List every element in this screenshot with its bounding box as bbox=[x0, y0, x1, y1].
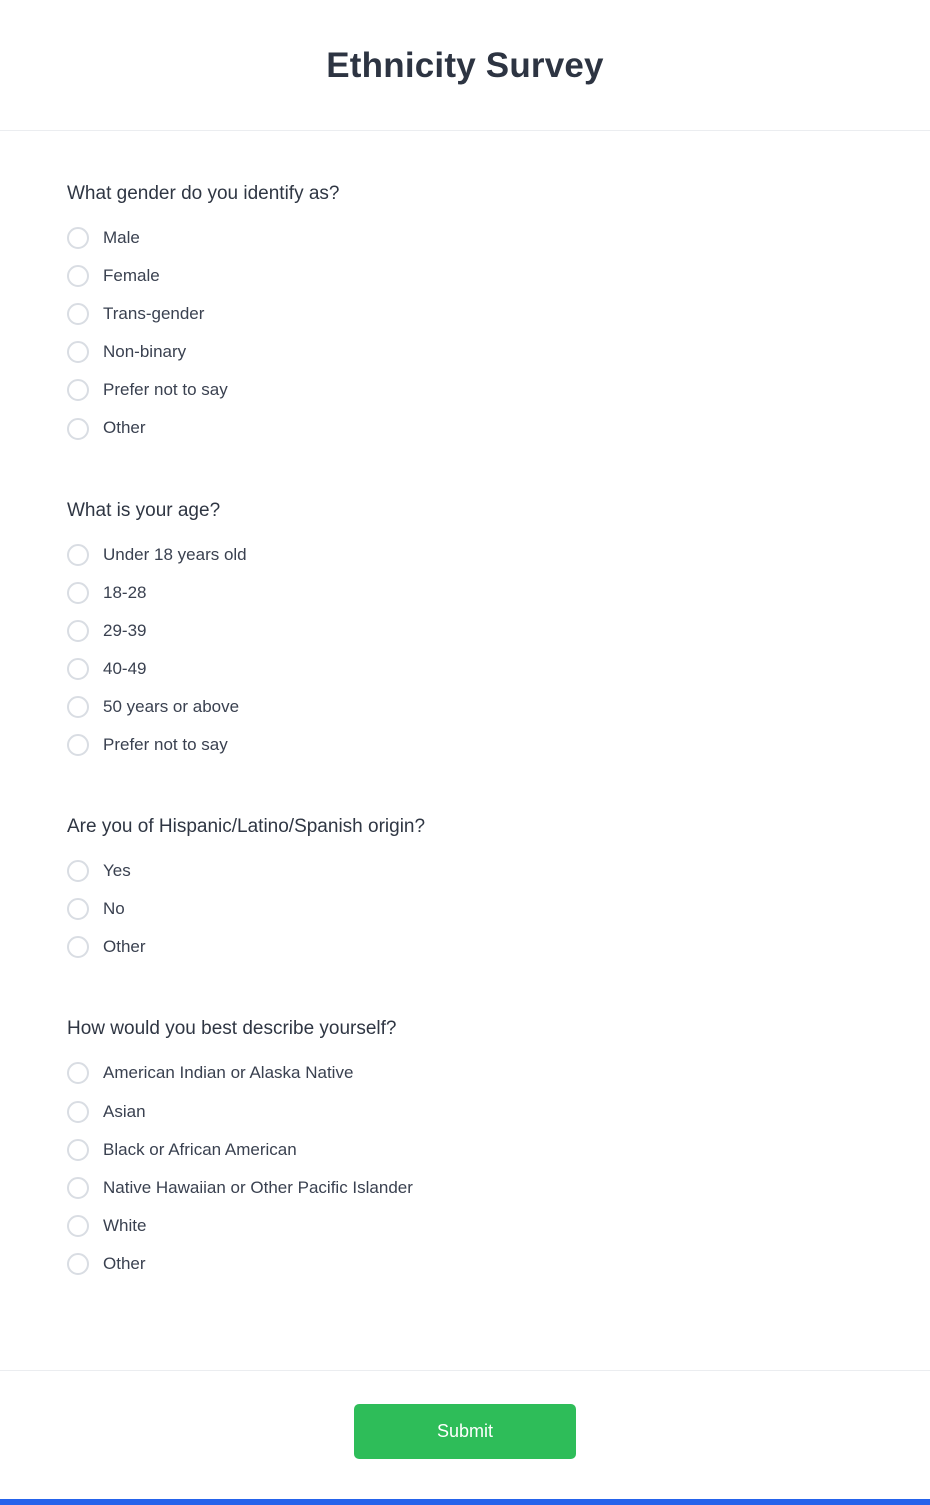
radio-button-icon[interactable] bbox=[67, 696, 89, 718]
radio-option-label[interactable]: White bbox=[103, 1215, 147, 1235]
radio-option[interactable] bbox=[67, 295, 863, 333]
question-block bbox=[67, 816, 863, 966]
radio-option[interactable] bbox=[67, 852, 863, 890]
radio-option[interactable] bbox=[67, 612, 863, 650]
radio-option-label[interactable]: Non-binary bbox=[103, 342, 187, 362]
radio-option-label[interactable]: No bbox=[103, 899, 125, 919]
form-header bbox=[0, 0, 930, 131]
radio-button-icon[interactable] bbox=[67, 1253, 89, 1275]
radio-button-icon[interactable] bbox=[67, 303, 89, 325]
question-label: Are you of Hispanic/Latino/Spanish origin? bbox=[67, 816, 426, 838]
submit-button[interactable]: Submit bbox=[354, 1404, 576, 1459]
radio-option-label[interactable]: Trans-gender bbox=[103, 304, 205, 324]
radio-button-icon[interactable] bbox=[67, 1062, 89, 1084]
radio-button-icon[interactable] bbox=[67, 265, 89, 287]
radio-option[interactable] bbox=[67, 1245, 863, 1283]
question-label: What is your age? bbox=[67, 499, 221, 521]
radio-button-icon[interactable] bbox=[67, 620, 89, 642]
radio-button-icon[interactable] bbox=[67, 1101, 89, 1123]
radio-option[interactable] bbox=[67, 409, 863, 447]
radio-option[interactable] bbox=[67, 1054, 863, 1092]
radio-button-icon[interactable] bbox=[67, 734, 89, 756]
radio-button-icon[interactable] bbox=[67, 1215, 89, 1237]
question-block bbox=[67, 183, 863, 448]
radio-option-label[interactable]: Prefer not to say bbox=[103, 380, 228, 400]
bottom-accent-bar bbox=[0, 1499, 930, 1505]
radio-option-label[interactable]: Other bbox=[103, 418, 146, 438]
question-block bbox=[67, 500, 863, 765]
radio-option[interactable] bbox=[67, 333, 863, 371]
radio-option-label[interactable]: Prefer not to say bbox=[103, 735, 228, 755]
radio-option[interactable] bbox=[67, 928, 863, 966]
radio-button-icon[interactable] bbox=[67, 936, 89, 958]
radio-option-label[interactable]: Female bbox=[103, 266, 160, 286]
radio-option-label[interactable]: 40-49 bbox=[103, 658, 147, 678]
radio-option[interactable] bbox=[67, 890, 863, 928]
radio-option-label[interactable]: Other bbox=[103, 937, 146, 957]
radio-option[interactable] bbox=[67, 650, 863, 688]
radio-button-icon[interactable] bbox=[67, 1177, 89, 1199]
radio-option[interactable] bbox=[67, 726, 863, 764]
radio-option-label[interactable]: Native Hawaiian or Other Pacific Islander bbox=[103, 1177, 413, 1197]
radio-option-label[interactable]: Asian bbox=[103, 1101, 146, 1121]
radio-option-label[interactable]: Male bbox=[103, 228, 140, 247]
radio-button-icon[interactable] bbox=[67, 860, 89, 882]
radio-option[interactable] bbox=[67, 688, 863, 726]
radio-button-icon[interactable] bbox=[67, 418, 89, 440]
radio-button-icon[interactable] bbox=[67, 658, 89, 680]
radio-option[interactable] bbox=[67, 1093, 863, 1131]
radio-option[interactable] bbox=[67, 574, 863, 612]
radio-option[interactable] bbox=[67, 1131, 863, 1169]
radio-option[interactable] bbox=[67, 1207, 863, 1245]
radio-button-icon[interactable] bbox=[67, 898, 89, 920]
radio-option-label[interactable]: Black or African American bbox=[103, 1139, 297, 1159]
radio-button-icon[interactable] bbox=[67, 582, 89, 604]
question-block bbox=[67, 1018, 863, 1283]
radio-button-icon[interactable] bbox=[67, 1139, 89, 1161]
questions-container bbox=[67, 183, 863, 1283]
radio-option-label[interactable]: Yes bbox=[103, 861, 131, 881]
submit-section bbox=[0, 1371, 930, 1505]
page-title: Ethnicity Survey bbox=[326, 46, 604, 85]
radio-option-label[interactable]: 18-28 bbox=[103, 582, 147, 602]
radio-option-label[interactable]: Under 18 years old bbox=[103, 544, 247, 564]
radio-option[interactable] bbox=[67, 219, 863, 257]
radio-button-icon[interactable] bbox=[67, 341, 89, 363]
radio-button-icon[interactable] bbox=[67, 227, 89, 249]
question-label: What gender do you identify as? bbox=[67, 183, 340, 204]
radio-option[interactable] bbox=[67, 536, 863, 574]
radio-option[interactable] bbox=[67, 1169, 863, 1207]
radio-option-label[interactable]: 50 years or above bbox=[103, 696, 240, 716]
radio-option-label[interactable]: American Indian or Alaska Native bbox=[103, 1063, 354, 1083]
radio-button-icon[interactable] bbox=[67, 544, 89, 566]
radio-option-label[interactable]: 29-39 bbox=[103, 620, 147, 640]
radio-option-label[interactable]: Other bbox=[103, 1253, 146, 1273]
radio-option[interactable] bbox=[67, 257, 863, 295]
form-body bbox=[0, 131, 930, 1371]
radio-option[interactable] bbox=[67, 371, 863, 409]
radio-button-icon[interactable] bbox=[67, 379, 89, 401]
question-label: How would you best describe yourself? bbox=[67, 1018, 397, 1040]
